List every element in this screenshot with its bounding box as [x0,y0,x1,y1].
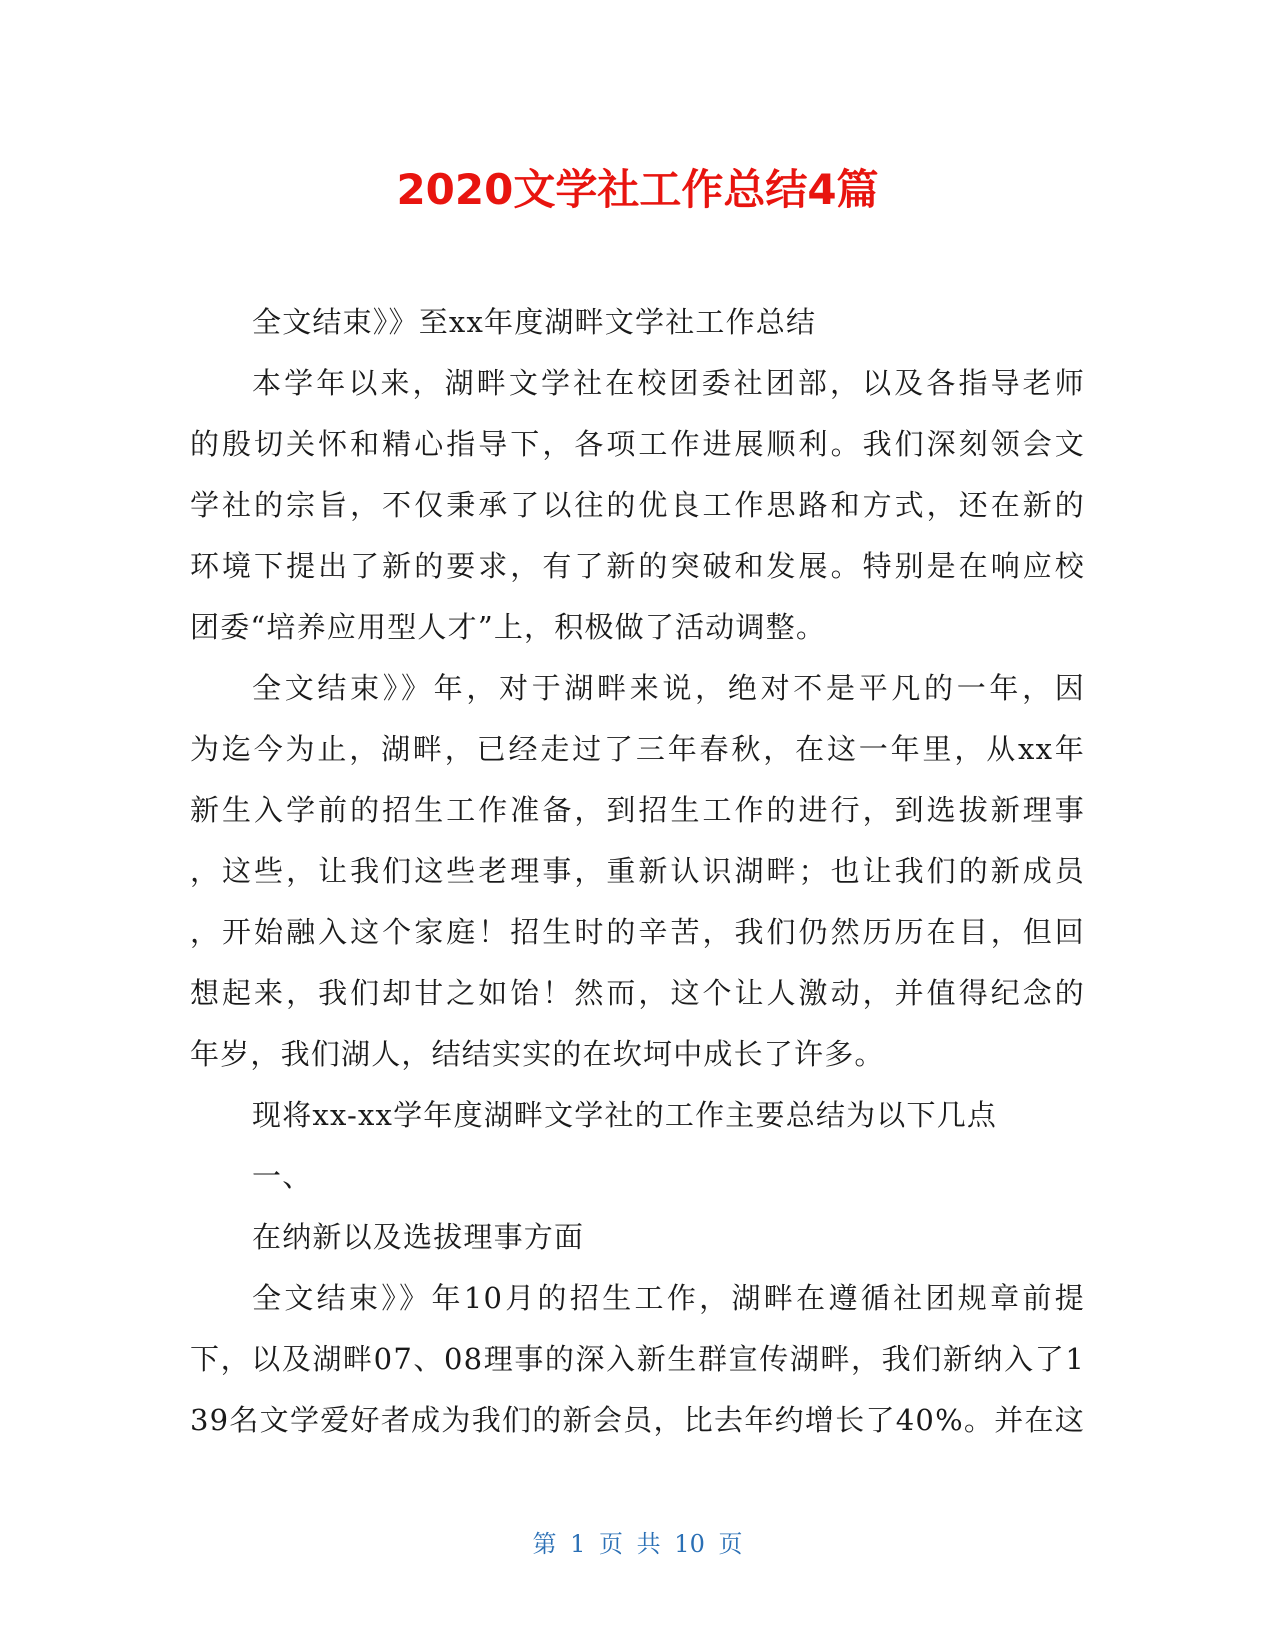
paragraph-line: 本学年以来，湖畔文学社在校团委社团部，以及各指导老师 [252,366,1085,400]
paragraph-line: 全文结束》》至xx年度湖畔文学社工作总结 [252,305,817,339]
document-body [190,292,1085,1451]
paragraph-line: 环境下提出了新的要求，有了新的突破和发展。特别是在响应校 [190,549,1085,583]
paragraph-line: 为迄今为止，湖畔，已经走过了三年春秋，在这一年里，从xx年 [190,732,1085,766]
document-title: 2020文学社工作总结4篇 [396,165,879,214]
section-heading: 在纳新以及选拔理事方面 [252,1220,585,1254]
paragraph-line: 学社的宗旨，不仅秉承了以往的优良工作思路和方式，还在新的 [190,488,1085,522]
paragraph-line: 全文结束》》年，对于湖畔来说，绝对不是平凡的一年，因 [252,671,1085,705]
page-footer: 第 1 页 共 10 页 [532,1530,743,1558]
paragraph-line: 年岁，我们湖人，结结实实的在坎坷中成长了许多。 [190,1037,885,1071]
paragraph-line: ，开始融入这个家庭！招生时的辛苦，我们仍然历历在目，但回 [190,915,1085,949]
paragraph-line: 团委“培养应用型人才”上，积极做了活动调整。 [190,610,827,644]
paragraph-line: 想起来，我们却甘之如饴！然而，这个让人激动，并值得纪念的 [190,976,1085,1010]
paragraph-line: 现将xx-xx学年度湖畔文学社的工作主要总结为以下几点 [252,1098,998,1132]
paragraph-line: 的殷切关怀和精心指导下，各项工作进展顺利。我们深刻领会文 [190,427,1085,461]
paragraph-line: 39名文学爱好者成为我们的新会员，比去年约增长了40%。并在这 [190,1403,1085,1437]
paragraph-line: 新生入学前的招生工作准备，到招生工作的进行，到选拔新理事 [190,793,1085,827]
paragraph-line: 下，以及湖畔07、08理事的深入新生群宣传湖畔，我们新纳入了1 [190,1342,1085,1376]
section-number: 一、 [252,1159,313,1193]
paragraph-line: ，这些，让我们这些老理事，重新认识湖畔；也让我们的新成员 [190,854,1085,888]
paragraph-line: 全文结束》》年10月的招生工作，湖畔在遵循社团规章前提 [252,1281,1085,1315]
